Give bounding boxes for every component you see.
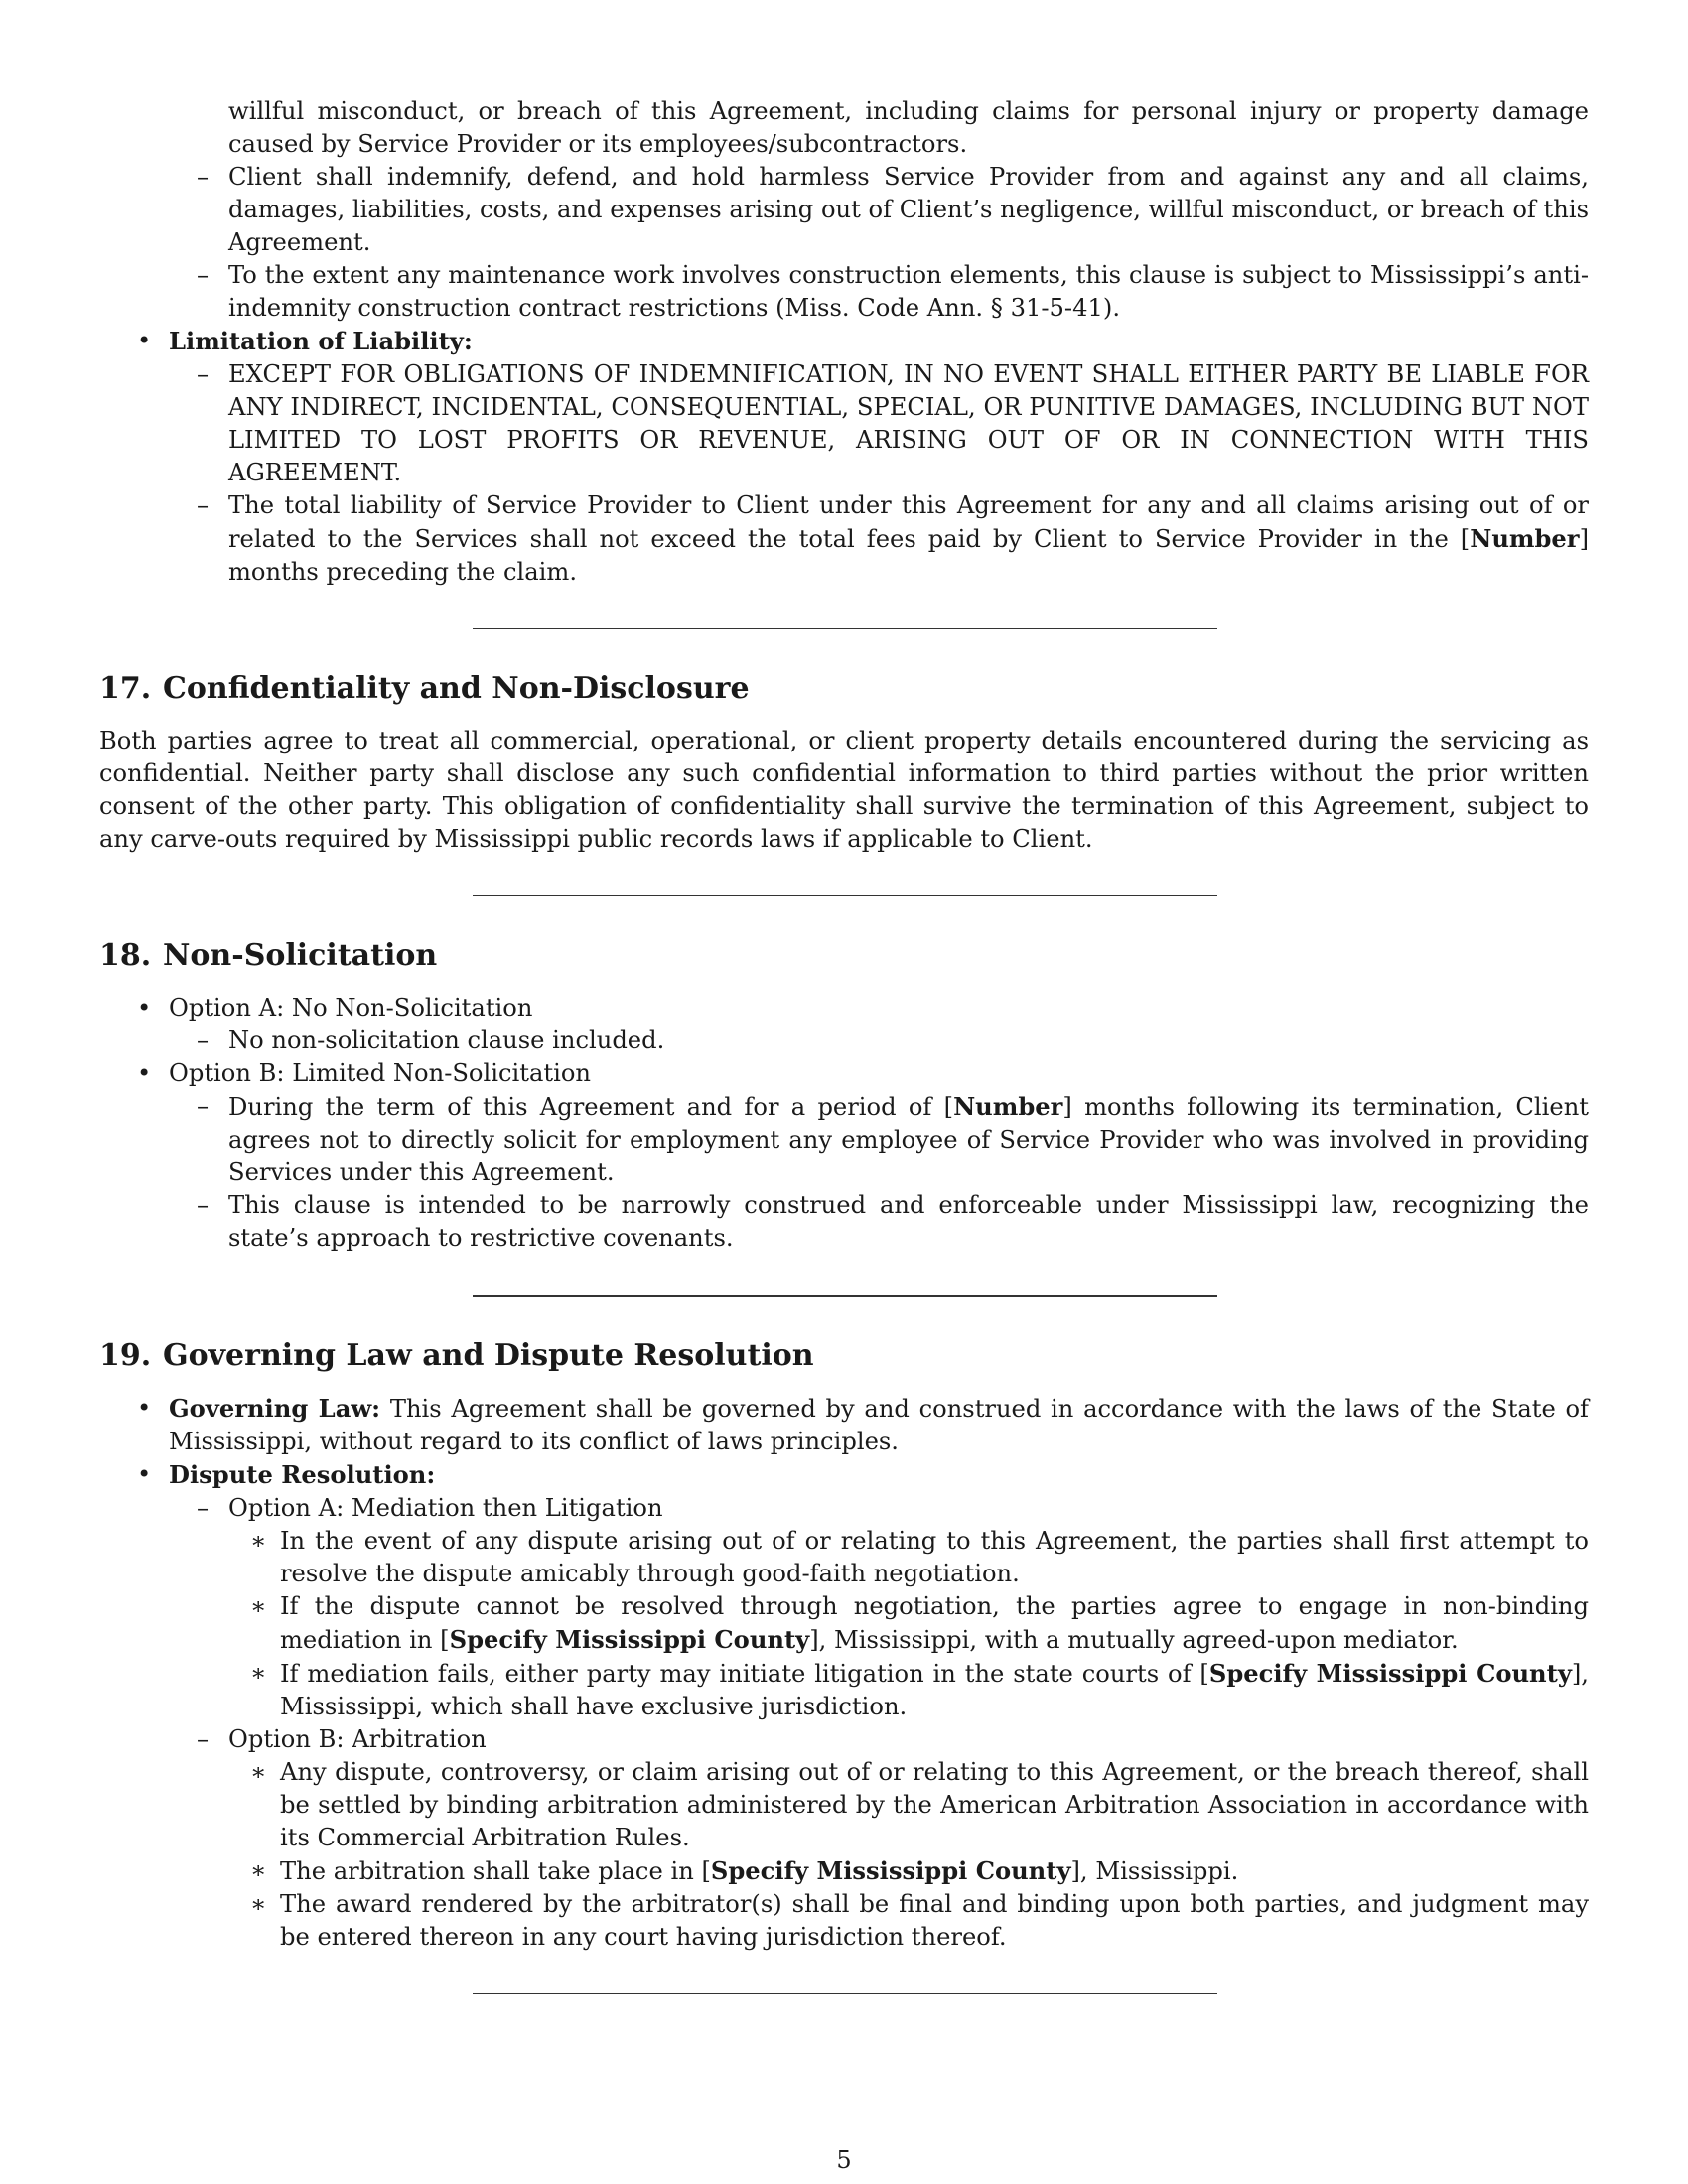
placeholder-county: Specify Mississippi County (710, 1856, 1071, 1885)
asterisk-marker: ∗ (250, 1527, 267, 1555)
dispute-option-a: – Option A: Mediation then Litigation (99, 1492, 1589, 1525)
indemnity-construction-item: – To the extent any maintenance work involves construction elements, this clause is subject to Mississippi’s anti-indemnity construction contract restrictions (Miss. Code Ann. § 31-5-41). (197, 261, 1589, 322)
confidentiality-body: Both parties agree to treat all commercial, operational, or client property details encountered during the servicing as confidential. Neither party shall disclose any such confidential information to third parties without the prior written consent of the other party. This obligation of confidentiality shall survive the termination of this Agreement, subject to any carve-outs required by Mississippi public records laws if applicable to Client. (99, 727, 1589, 853)
bullet-marker: • (137, 327, 152, 354)
page-number: 5 (836, 2146, 852, 2174)
dispute-resolution-label: Dispute Resolution: (169, 1460, 436, 1489)
option-b-location-item: ∗ The arbitration shall take place in [Specify Mississippi County], Mississippi. (250, 1856, 1239, 1885)
section-divider (473, 628, 1217, 629)
dispute-resolution-item (99, 1458, 1589, 1492)
section-19-heading (99, 1336, 1589, 1376)
dash-marker: – (197, 163, 210, 191)
option-b-binding-item: ∗ Any dispute, controversy, or claim arising out of or relating to this Agreement, or the breach thereof, shall be settled by binding arbitration administered by the American Arbitration Association in accordance with its Commercial Arbitration Rules. (250, 1758, 1589, 1851)
asterisk-marker: ∗ (250, 1659, 267, 1687)
indemnity-client-item: – Client shall indemnify, defend, and hold harmless Service Provider from and against any and all claims, damages, liabilities, costs, and expenses arising out of Client’s negligence, willful misconduct, or breach of this Agreement. (197, 163, 1589, 256)
bullet-marker: • (137, 1059, 152, 1087)
option-a-item: – No non-solicitation clause included. (99, 1024, 1589, 1057)
bullet-marker: • (137, 1394, 152, 1422)
section-title: Non-Solicitation (163, 938, 438, 973)
dash-marker: – (197, 1725, 210, 1753)
dash-marker: – (197, 1191, 210, 1219)
bullet-marker: • (137, 994, 152, 1022)
dash-marker: – (197, 1092, 210, 1120)
asterisk-marker: ∗ (250, 1592, 267, 1620)
asterisk-marker: ∗ (250, 1758, 267, 1786)
placeholder-county: Specify Mississippi County (1208, 1659, 1572, 1688)
dispute-option-b: – Option B: Arbitration (99, 1723, 1589, 1756)
section-number: 18. (99, 938, 152, 973)
dash-marker: – (197, 1026, 210, 1054)
non-solicitation-option-a: • Option A: No Non-Solicitation (99, 992, 1589, 1024)
option-a-negotiation-item: ∗ In the event of any dispute arising out of or relating to this Agreement, the parties shall first attempt to resolve the dispute amicably through good-faith negotiation. (250, 1527, 1589, 1587)
indemnity-provider-continuation: willful misconduct, or breach of this Agreement, including claims for personal injury or property damage caused by Service Provider or its employees/subcontractors. (228, 97, 1589, 158)
limitation-of-liability-item (99, 325, 1589, 358)
limitation-label: Limitation of Liability: (169, 327, 473, 355)
dash-marker: – (197, 1494, 210, 1522)
asterisk-marker: ∗ (250, 1890, 267, 1918)
non-solicitation-option-b: • Option B: Limited Non-Solicitation (99, 1057, 1589, 1090)
section-number: 19. (99, 1338, 152, 1373)
document-page (99, 95, 1589, 1994)
asterisk-marker: ∗ (250, 1856, 267, 1884)
section-16-continuation (99, 95, 1589, 589)
section-title: Governing Law and Dispute Resolution (163, 1338, 814, 1373)
option-b-construal-item: – This clause is intended to be narrowly construed and enforceable under Mississippi law, recognizing the state’s approach to restrictive covenants. (197, 1191, 1589, 1252)
section-number: 17. (99, 671, 152, 706)
option-a-mediation-item: ∗ If the dispute cannot be resolved through negotiation, the parties agree to engage in non-binding mediation in [Specify Mississippi County], Mississippi, with a mutually agreed-upon mediator. (250, 1592, 1589, 1654)
governing-law-label: Governing Law: (169, 1394, 381, 1423)
dash-marker: – (197, 360, 210, 388)
placeholder-number: Number (1470, 524, 1580, 553)
section-17-heading (99, 669, 1589, 709)
limitation-total-item: – The total liability of Service Provider to Client under this Agreement for any and all claims arising out of or related to the Services shall not exceed the total fees paid by Client to Service Provider in the [Number] months preceding the claim. (197, 491, 1589, 586)
placeholder-number: Number (953, 1092, 1063, 1121)
section-divider (473, 1295, 1217, 1297)
section-divider (473, 1993, 1217, 1994)
limitation-caps-item: – EXCEPT FOR OBLIGATIONS OF INDEMNIFICATION, IN NO EVENT SHALL EITHER PARTY BE LIABLE FOR ANY INDIRECT, INCIDENTAL, CONSEQUENTIAL, SPECIAL, OR PUNITIVE DAMAGES, INCLUDING BUT NOT LIMITED TO LOST PROFITS OR REVENUE, ARISING OUT OF OR IN CONNECTION WITH THIS AGREEMENT. (197, 360, 1589, 486)
placeholder-county: Specify Mississippi County (449, 1625, 810, 1654)
section-title: Confidentiality and Non-Disclosure (163, 671, 750, 706)
section-divider (473, 895, 1217, 896)
dash-marker: – (197, 261, 210, 289)
governing-law-item: • Governing Law: This Agreement shall be governed by and construed in accordance with the laws of the State of Mississippi, without regard to its conflict of laws principles. (137, 1394, 1589, 1455)
section-18-heading (99, 936, 1589, 976)
bullet-marker: • (137, 1460, 152, 1488)
option-a-litigation-item: ∗ If mediation fails, either party may initiate litigation in the state courts of [Specify Mississippi County], Mississippi, which shall have exclusive jurisdiction. (250, 1659, 1589, 1720)
option-b-term-item: – During the term of this Agreement and for a period of [Number] months following its termination, Client agrees not to directly solicit for employment any employee of Service Provider who was involved in providing Services under this Agreement. (197, 1092, 1589, 1186)
dash-marker: – (197, 491, 210, 519)
option-b-award-item: ∗ The award rendered by the arbitrator(s) shall be final and binding upon both parties, and judgment may be entered thereon in any court having jurisdiction thereof. (250, 1890, 1589, 1951)
